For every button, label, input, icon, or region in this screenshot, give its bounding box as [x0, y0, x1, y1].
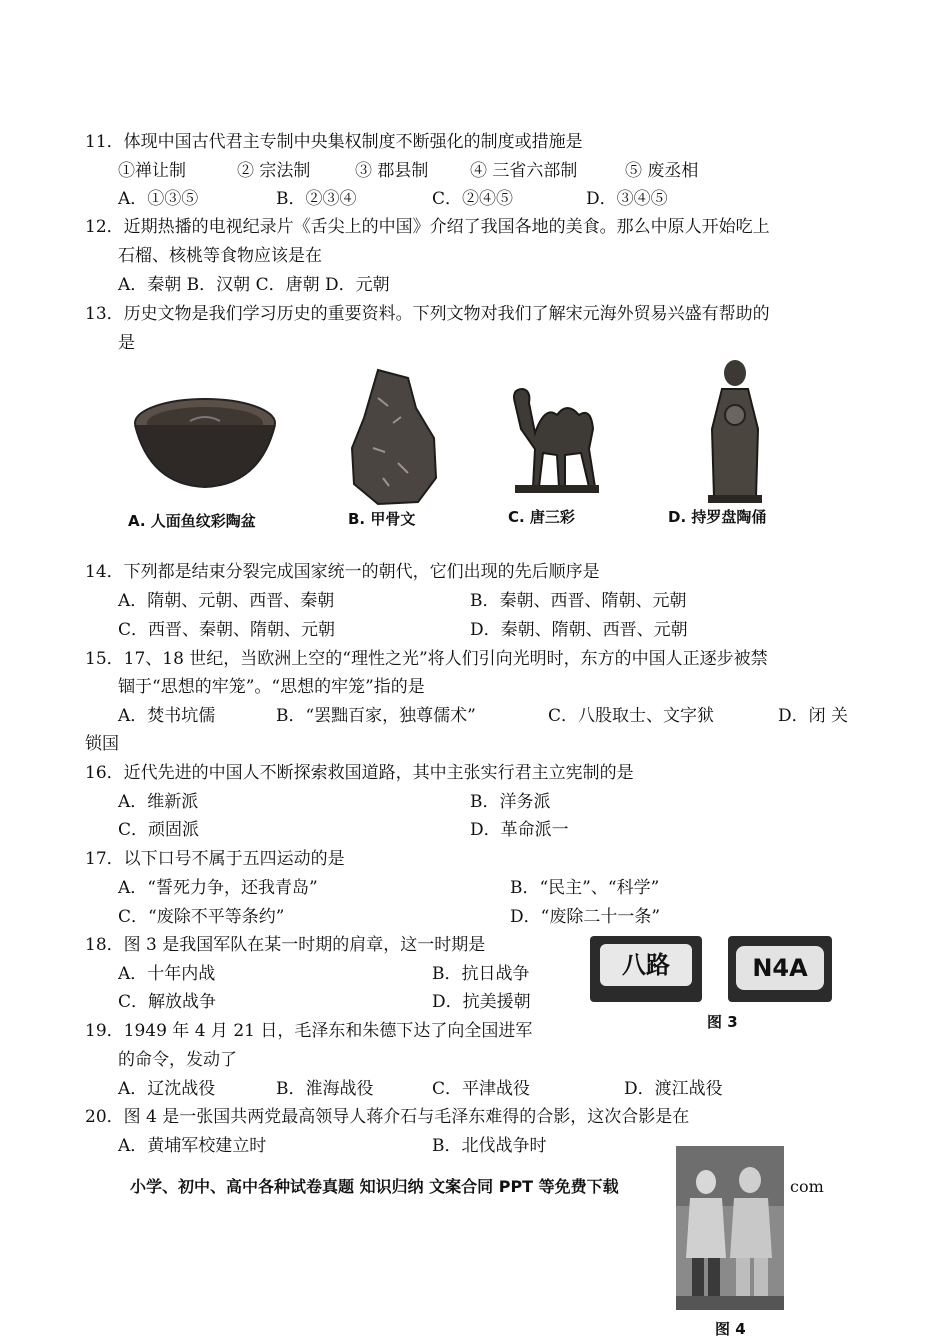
- q11-item: ①禅让制: [118, 161, 186, 181]
- q15-option-d: D．闭 关: [778, 706, 849, 726]
- q18-option-b: B．抗日战争: [432, 964, 530, 984]
- q11-item: ⑤ 废丞相: [625, 161, 699, 181]
- q11-option-a: A．①③⑤: [118, 189, 199, 209]
- q15-option-d-wrap: 锁国: [85, 734, 119, 754]
- artifact-caption-d: D. 持罗盘陶俑: [668, 508, 767, 526]
- q16-stem: 16．近代先进的中国人不断探索救国道路，其中主张实行君主立宪制的是: [85, 763, 634, 783]
- badge-n4a-label: N4A: [736, 946, 824, 990]
- q12-options: A．秦朝 B．汉朝 C．唐朝 D．元朝: [118, 275, 390, 295]
- q15-option-a: A．焚书坑儒: [118, 706, 216, 726]
- oracle-bone-image: [348, 368, 438, 506]
- pottery-bowl-image: [130, 395, 280, 495]
- q19-stem-cont: 的命令，发动了: [118, 1050, 237, 1070]
- q11-option-c: C．②④⑤: [432, 189, 514, 209]
- figure-4-photo: [676, 1146, 784, 1310]
- badge-ba-lu: [590, 936, 702, 1002]
- q18-option-c: C．解放战争: [118, 992, 217, 1012]
- artifact-caption-b: B. 甲骨文: [348, 510, 416, 528]
- artifact-caption-a: A. 人面鱼纹彩陶盆: [128, 512, 256, 530]
- badge-ba-lu-label: 八路: [600, 944, 692, 986]
- tang-camel-image: [505, 383, 605, 495]
- q17-option-a: A．“誓死力争，还我青岛”: [118, 878, 318, 898]
- q18-stem: 18．图 3 是我国军队在某一时期的肩章，这一时期是: [85, 935, 486, 955]
- figure-3-caption: 图 3: [707, 1013, 738, 1031]
- q11-item: ③ 郡县制: [355, 161, 429, 181]
- q17-option-d: D．“废除二十一条”: [510, 907, 661, 927]
- q16-option-d: D．革命派一: [470, 820, 569, 840]
- q16-option-b: B．洋务派: [470, 792, 551, 812]
- q12-stem: 12．近期热播的电视纪录片《舌尖上的中国》介绍了我国各地的美食。那么中原人开始吃上: [85, 217, 770, 237]
- q13-stem: 13．历史文物是我们学习历史的重要资料。下列文物对我们了解宋元海外贸易兴盛有帮助的: [85, 304, 770, 324]
- q19-stem: 19．1949 年 4 月 21 日，毛泽东和朱德下达了向全国进军: [85, 1021, 533, 1041]
- q15-option-c: C．八股取士、文字狱: [548, 706, 715, 726]
- figure-4-caption: 图 4: [715, 1320, 746, 1338]
- q11-item: ② 宗法制: [237, 161, 311, 181]
- badge-n4a: [728, 936, 832, 1002]
- q20-option-b: B．北伐战争时: [432, 1136, 547, 1156]
- q17-stem: 17．以下口号不属于五四运动的是: [85, 849, 345, 869]
- q14-option-d: D．秦朝、隋朝、西晋、元朝: [470, 620, 688, 640]
- q15-option-b: B．“罢黜百家，独尊儒术”: [276, 706, 476, 726]
- q13-stem-cont: 是: [118, 333, 135, 353]
- q14-stem: 14．下列都是结束分裂完成国家统一的朝代，它们出现的先后顺序是: [85, 562, 600, 582]
- q20-stem: 20．图 4 是一张国共两党最高领导人蒋介石与毛泽东难得的合影，这次合影是在: [85, 1107, 690, 1127]
- q17-option-c: C．“废除不平等条约”: [118, 907, 285, 927]
- compass-figurine-image: [700, 355, 770, 505]
- q19-option-a: A．辽沈战役: [118, 1079, 216, 1099]
- q19-option-c: C．平津战役: [432, 1079, 531, 1099]
- q12-stem-cont: 石榴、核桃等食物应该是在: [118, 246, 322, 266]
- footer-text: 小学、初中、高中各种试卷真题 知识归纳 文案合同 PPT 等免费下载: [130, 1177, 619, 1196]
- q17-option-b: B．“民主”、“科学”: [510, 878, 660, 898]
- q16-option-c: C．顽固派: [118, 820, 200, 840]
- q11-option-b: B．②③④: [276, 189, 357, 209]
- q18-option-a: A．十年内战: [118, 964, 216, 984]
- q14-option-b: B．秦朝、西晋、隋朝、元朝: [470, 591, 687, 611]
- q14-option-c: C．西晋、秦朝、隋朝、元朝: [118, 620, 336, 640]
- artifact-caption-c: C. 唐三彩: [508, 508, 575, 526]
- q11-option-d: D．③④⑤: [586, 189, 668, 209]
- q15-stem-cont: 锢于“思想的牢笼”。“思想的牢笼”指的是: [118, 677, 425, 697]
- footer-com: com: [790, 1177, 824, 1196]
- q11-item: ④ 三省六部制: [470, 161, 578, 181]
- q16-option-a: A．维新派: [118, 792, 199, 812]
- q15-stem: 15．17、18 世纪，当欧洲上空的“理性之光”将人们引向光明时，东方的中国人正逐步被禁: [85, 649, 768, 669]
- q18-option-d: D．抗美援朝: [432, 992, 531, 1012]
- q19-option-d: D．渡江战役: [624, 1079, 723, 1099]
- q11-stem: 11．体现中国古代君主专制中央集权制度不断强化的制度或措施是: [85, 132, 583, 152]
- q20-option-a: A．黄埔军校建立时: [118, 1136, 267, 1156]
- q14-option-a: A．隋朝、元朝、西晋、秦朝: [118, 591, 335, 611]
- q19-option-b: B．淮海战役: [276, 1079, 374, 1099]
